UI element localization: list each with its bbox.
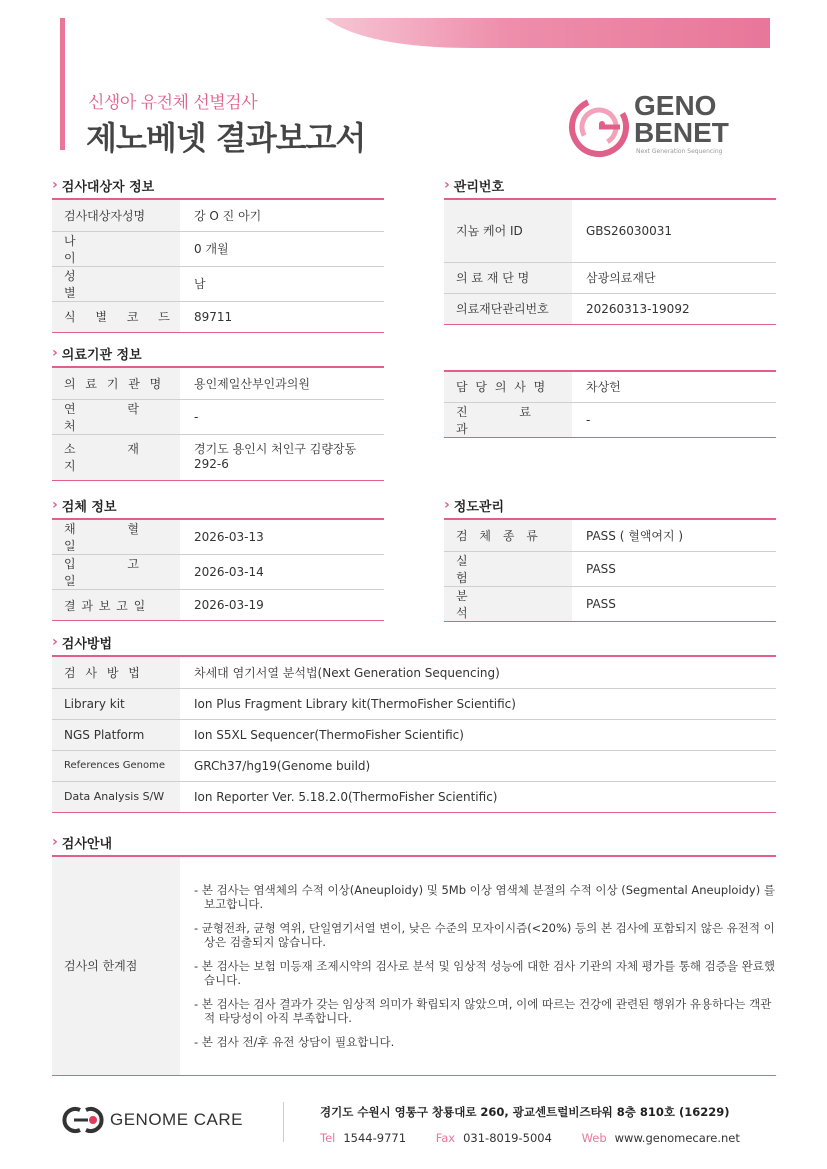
table-row — [52, 200, 384, 231]
table-row — [52, 657, 776, 688]
row-value: 차세대 염기서열 분석법(Next Generation Sequencing) — [180, 657, 776, 688]
row-value: 89711 — [180, 301, 384, 332]
row-value: GRCh37/hg19(Genome build) — [180, 750, 776, 781]
section-heading: › 의료기관 정보 — [52, 340, 384, 368]
table-row — [52, 399, 384, 434]
row-value: 남 — [180, 266, 384, 301]
row-label: 식 별 코 드 — [52, 301, 180, 332]
genomecare-logo — [60, 1104, 260, 1138]
web-link[interactable]: www.genomecare.net — [614, 1131, 740, 1145]
table-row — [52, 434, 384, 480]
table-row — [52, 719, 776, 750]
row-label: 담 당 의 사 명 — [444, 371, 572, 402]
row-label: 의 료 기 관 명 — [52, 368, 180, 399]
row-value: Ion Plus Fragment Library kit(ThermoFisher Scientific) — [180, 688, 776, 719]
tel-label: Tel — [320, 1131, 336, 1145]
row-label: 실 험 — [444, 551, 572, 586]
specimen-section — [52, 492, 384, 621]
row-value: Ion S5XL Sequencer(ThermoFisher Scientific) — [180, 719, 776, 750]
logo-line2: BENET — [634, 117, 729, 148]
table-row — [444, 262, 776, 293]
table-row — [52, 301, 384, 332]
footer-divider — [283, 1102, 284, 1142]
header-accent-stripe — [60, 18, 65, 150]
row-value: PASS ( 혈액여지 ) — [572, 520, 776, 551]
institution-doctor-table — [444, 370, 776, 438]
section-heading: › 검체 정보 — [52, 492, 384, 520]
row-label: 결 과 보 고 일 — [52, 590, 180, 621]
table-row — [444, 293, 776, 324]
section-heading: › 검사대상자 정보 — [52, 172, 384, 200]
row-value: 경기도 용인시 처인구 김량장동 292-6 — [180, 434, 384, 480]
row-value: PASS — [572, 586, 776, 621]
row-value: 강 O 진 아기 — [180, 200, 384, 231]
chevron-right-icon: › — [444, 177, 450, 193]
chevron-right-icon: › — [52, 634, 58, 650]
row-label: 분 석 — [444, 586, 572, 621]
row-value: 2026-03-14 — [180, 555, 384, 590]
row-value: - — [572, 402, 776, 437]
table-row — [52, 231, 384, 266]
table-row — [52, 555, 384, 590]
row-value: - — [180, 399, 384, 434]
guide-section — [52, 829, 776, 1076]
institution-doctor-section — [444, 370, 776, 438]
tel-value: 1544-9771 — [343, 1131, 407, 1145]
table-row — [444, 520, 776, 551]
footer-company-name: GENOME CARE — [110, 1110, 244, 1129]
method-table — [52, 657, 776, 813]
qc-table — [444, 520, 776, 622]
row-value: 삼광의료재단 — [572, 262, 776, 293]
table-row — [52, 857, 776, 1075]
logo-line1: GENO — [634, 90, 717, 121]
row-label: NGS Platform — [52, 719, 180, 750]
note-item: - 본 검사 전/후 유전 상담이 필요합니다. — [194, 1034, 395, 1049]
section-heading: › 검사안내 — [52, 829, 776, 857]
table-row — [444, 586, 776, 621]
row-value: Ion Reporter Ver. 5.18.2.0(ThermoFisher Scientific) — [180, 781, 776, 812]
row-value: GBS26030031 — [572, 200, 776, 262]
guide-table — [52, 857, 776, 1076]
management-section — [444, 172, 776, 325]
specimen-table — [52, 520, 384, 621]
row-value: 2026-03-19 — [180, 590, 384, 621]
row-value: 2026-03-13 — [180, 520, 384, 555]
row-label: 검사대상자성명 — [52, 200, 180, 231]
row-label: 의료재단관리번호 — [444, 293, 572, 324]
table-row — [52, 750, 776, 781]
row-label: 진 료 과 — [444, 402, 572, 437]
chevron-right-icon: › — [444, 497, 450, 513]
table-row — [52, 368, 384, 399]
chevron-right-icon: › — [52, 834, 58, 850]
row-label: 나 이 — [52, 231, 180, 266]
table-row — [444, 371, 776, 402]
section-heading: › 정도관리 — [444, 492, 776, 520]
institution-table — [52, 368, 384, 481]
subject-section — [52, 172, 384, 333]
logo-tagline: Next Generation Sequencing — [636, 148, 723, 155]
note-item: - 본 검사는 보험 미등재 조제시약의 검사로 분석 및 임상적 성능에 대한 검사 기관의 자체 평가를 통해 검증을 완료했습니다. — [194, 958, 775, 987]
row-value: 20260313-19092 — [572, 293, 776, 324]
section-heading: › 검사방법 — [52, 629, 776, 657]
row-label: 검사의 한계점 — [52, 857, 180, 1075]
fax-value: 031-8019-5004 — [463, 1131, 552, 1145]
fax-label: Fax — [435, 1131, 456, 1145]
row-value: PASS — [572, 551, 776, 586]
row-label: 검 체 종 류 — [444, 520, 572, 551]
table-row — [52, 781, 776, 812]
row-label: References Genome — [52, 750, 180, 781]
row-label: 연 락 처 — [52, 399, 180, 434]
subject-table — [52, 200, 384, 333]
table-row — [444, 200, 776, 262]
table-row — [52, 590, 384, 621]
note-item: - 본 검사는 염색체의 수적 이상(Aneuploidy) 및 5Mb 이상 염색체 분절의 수적 이상 (Segmental Aneuploidy) 를 보고합니다. — [194, 882, 775, 911]
chevron-right-icon: › — [52, 345, 58, 361]
genobenet-logo — [568, 92, 743, 160]
footer-address: 경기도 수원시 영통구 창룡대로 260, 광교센트럴비즈타워 8층 810호 (16229) — [320, 1105, 730, 1119]
row-label: Data Analysis S/W — [52, 781, 180, 812]
row-value: 용인제일산부인과의원 — [180, 368, 384, 399]
chevron-right-icon: › — [52, 177, 58, 193]
report-title: 제노베넷 결과보고서 — [86, 119, 366, 157]
institution-section — [52, 340, 384, 481]
row-label: 지놈 케어 ID — [444, 200, 572, 262]
table-row — [52, 520, 384, 555]
table-row — [444, 402, 776, 437]
header-accent-band — [325, 18, 770, 48]
report-subtitle: 신생아 유전체 선별검사 — [88, 93, 258, 113]
row-label: 검 사 방 법 — [52, 657, 180, 688]
chevron-right-icon: › — [52, 497, 58, 513]
table-row — [52, 266, 384, 301]
genobenet-mark-icon — [568, 96, 630, 158]
management-table — [444, 200, 776, 325]
web-label: Web — [581, 1131, 607, 1145]
section-heading: › 관리번호 — [444, 172, 776, 200]
row-value: 0 개월 — [180, 231, 384, 266]
note-item: - 본 검사는 검사 결과가 갖는 임상적 의미가 확립되지 않았으며, 이에 따르는 건강에 관련된 행위가 유용하다는 객관적 타당성이 아직 부족합니다. — [194, 996, 772, 1025]
row-label: 소 재 지 — [52, 434, 180, 480]
row-label: 의 료 재 단 명 — [444, 262, 572, 293]
row-label: 입 고 일 — [52, 555, 180, 590]
row-label: 채 혈 일 — [52, 520, 180, 555]
method-section — [52, 629, 776, 813]
footer-contacts — [320, 1131, 740, 1145]
row-label: 성 별 — [52, 266, 180, 301]
table-row — [444, 551, 776, 586]
note-item: - 균형전좌, 균형 역위, 단일염기서열 변이, 낮은 수준의 모자이시즘(<20%) 등의 본 검사에 포함되지 않은 유전적 이상은 검출되지 않습니다. — [194, 920, 775, 949]
row-label: Library kit — [52, 688, 180, 719]
table-row — [52, 688, 776, 719]
guide-notes — [180, 857, 776, 1075]
row-value: 차상헌 — [572, 371, 776, 402]
genomecare-mark-icon — [60, 1104, 106, 1136]
qc-section — [444, 492, 776, 622]
